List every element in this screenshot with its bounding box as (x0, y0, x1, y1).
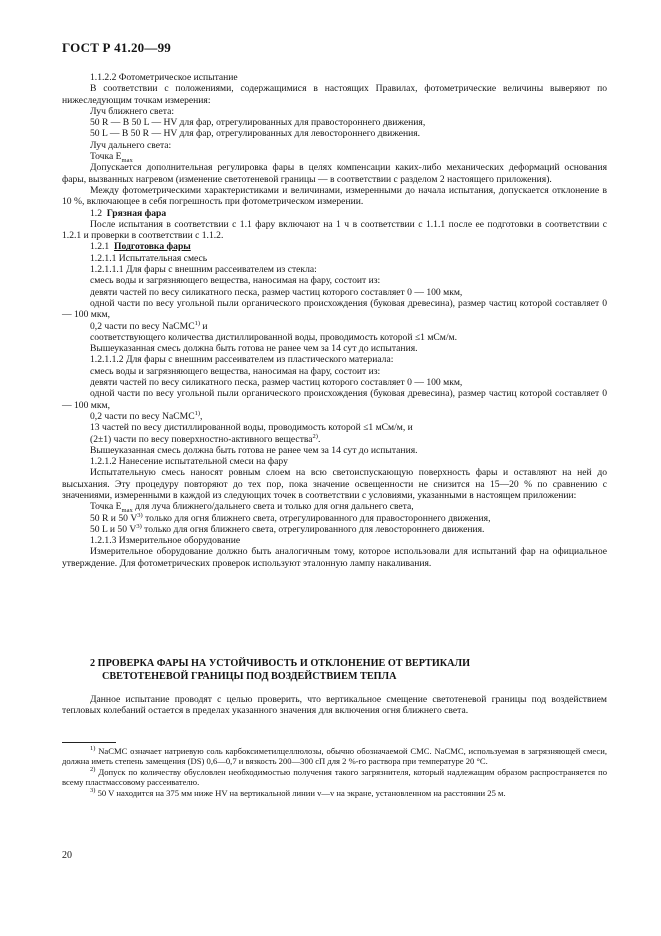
footnote-ref: 3) (137, 511, 143, 519)
footnote-ref: 2) (312, 432, 318, 440)
paragraph: В соответствии с положениями, содержащимися в настоящих Правилах, фотометрические величины выверяют по нижеследующим точкам измерения: (62, 83, 607, 106)
footnote-ref: 1) (194, 319, 201, 327)
paragraph: 50 R — B 50 L — HV для фар, отрегулированных для правостороннего движения, (90, 117, 426, 129)
text: для луча ближнего/дальнего света и только для огня дальнего света, (132, 501, 414, 513)
footnote-ref: 1) (194, 409, 201, 417)
section-number: 1.2 (90, 207, 102, 219)
paragraph: Вышеуказанная смесь должна быть готова не ранее чем за 14 сут до испытания. (90, 444, 418, 456)
text: Точка E (90, 501, 122, 513)
section-1-2-1-heading (62, 241, 607, 252)
paragraph (62, 513, 607, 524)
paragraph: одной части по весу угольной пыли органического происхождения (буковая древесина), размер частиц которой составляет 0 — 100 мкм, (62, 297, 607, 321)
paragraph: 1.2.1.2 Нанесение испытательной смеси на фару (90, 456, 288, 468)
paragraph: соответствующего количества дистиллированной воды, проводимость которой ≤1 мСм/м. (90, 331, 458, 343)
paragraph: девяти частей по весу силикатного песка, размер частиц которого составляет 0 — 100 мкм, (90, 286, 463, 298)
section-1-2-heading (62, 208, 607, 219)
paragraph: смесь воды и загрязняющего вещества, наносимая на фару, состоит из: (90, 275, 381, 287)
paragraph: одной части по весу угольной пыли органического происхождения (буковая древесина), размер частиц которой составляет 0 — 100 мкм, (62, 388, 607, 411)
footnotes (62, 746, 607, 798)
text: только для огня ближнего света, отрегулированного для левостороннего движения. (141, 523, 485, 535)
footnote-ref: 3) (136, 522, 142, 530)
paragraph: Луч дальнего света: (90, 139, 172, 151)
footnote-text: Допуск по количеству обусловлен необходимостью получения такого загрязнителя, который надлежащим образом распространяется по всему пластмассовому рассеивателю. (62, 766, 607, 788)
text: 0,2 части по весу NaCMC (90, 320, 195, 332)
footnote-mark: 1) (90, 745, 96, 753)
text: и (200, 320, 208, 332)
page-number: 20 (62, 850, 72, 861)
paragraph: Измерительное оборудование должно быть аналогичным тому, которое использовали для испытаний фар на официальное утверждение. Для фотометрических проверок используют эталонную лампу накаливания. (62, 546, 607, 569)
paragraph: смесь воды и загрязняющего вещества, наносимая на фару, состоит из: (90, 365, 381, 377)
footnote-text: 50 V находится на 375 мм ниже HV на вертикальной линии v—v на экране, установленном на расстоянии 25 м. (95, 787, 506, 798)
section-2-title-line-1: 2 ПРОВЕРКА ФАРЫ НА УСТОЙЧИВОСТЬ И ОТКЛОНЕНИЕ ОТ ВЕРТИКАЛИ (90, 658, 471, 669)
paragraph: Луч ближнего света: (90, 105, 174, 117)
text: 50 L и 50 V (90, 523, 137, 535)
text: 50 R и 50 V (90, 512, 138, 524)
section-title: Подготовка фары (113, 241, 191, 253)
section-2-text (62, 694, 607, 717)
section-2-heading (90, 657, 470, 683)
paragraph: Испытательную смесь наносят ровным слоем на всю светоиспускающую поверхность фары и оставляют на ней до высыхания. Эту процедуру повторяют до тех пор, пока значение освещенности не снизится на 15—20 % по сравнению с значениями, измеренными в каждой из следующих точек в соответствии с условиями, указанными в настоящем приложении: (62, 467, 607, 501)
footnote-3 (62, 788, 607, 798)
footnote-mark: 2) (90, 765, 96, 773)
paragraph: 50 L — B 50 R — HV для фар, отрегулированных для левостороннего движения. (90, 128, 421, 140)
paragraph-1-1-2-2-heading: 1.1.2.2 Фотометрическое испытание (90, 72, 238, 83)
footnote-2 (62, 767, 607, 788)
paragraph: Данное испытание проводят с целью проверить, что вертикальное смещение светотеневой границы под воздействием тепловых колебаний остается в пределах указанного значения для включения огня ближнего света. (62, 694, 607, 717)
paragraph: Вышеуказанная смесь должна быть готова не ранее чем за 14 сут до испытания. (90, 343, 418, 355)
paragraph (62, 524, 607, 535)
text: . (317, 433, 321, 445)
paragraph: Между фотометрическими характеристиками и величинами, измеренными до начала испытания, допускается отклонение в 10 %, включающее в себя погрешность при фотометрическом измерении. (62, 184, 607, 208)
footnote-1 (62, 746, 607, 767)
text: (2±1) части по весу поверхностно-активного вещества (90, 433, 313, 445)
section-title: Грязная фара (106, 207, 167, 219)
main-text (62, 72, 607, 569)
paragraph (62, 321, 607, 332)
paragraph: 13 частей по весу дистиллированной воды, проводимость которой ≤1 мСм/м, и (90, 422, 413, 434)
paragraph: После испытания в соответствии с 1.1 фару включают на 1 ч в соответствии с 1.1.1 после ее подготовки в соответствии с 1.2.1 и проверки в соответствии с 1.1.2. (62, 218, 607, 242)
subscript: max (121, 507, 133, 515)
paragraph (62, 434, 607, 445)
footnote-text: NaCMC означает натриевую соль карбоксиметилцеллюлозы, обычно обозначаемой CMC. NaCMC, используемая в загрязняющей смеси, должна иметь степень замещения (DS) 0,6—0,7 и вязкость 200—300 сП для 2 %-го раствора при температуре 20 °C. (62, 746, 607, 767)
document-header: ГОСТ Р 41.20—99 (62, 40, 171, 55)
text: Точка E (90, 151, 122, 163)
text: , (200, 410, 203, 422)
footnote-mark: 3) (90, 786, 96, 794)
section-number: 1.2.1 (90, 241, 110, 253)
text: 0,2 части по весу NaCMC (90, 410, 195, 422)
paragraph: девяти частей по весу силикатного песка, размер частиц которого составляет 0 — 100 мкм, (90, 377, 463, 389)
footnote-divider (62, 742, 116, 743)
text: только для огня ближнего света, отрегулированного для правостороннего движения, (142, 512, 491, 524)
subscript: max (121, 156, 133, 164)
paragraph: Допускается дополнительная регулировка фары в целях компенсации каких-либо механических деформаций основания фары, вызванных нагревом (изменение светотеневой границы — в соответствии с разделом 2 настоящего приложения). (62, 162, 607, 185)
paragraph: 1.2.1.1.1 Для фары с внешним рассеивателем из стекла: (90, 264, 317, 276)
paragraph: 1.2.1.1.2 Для фары с внешним рассеивателем из пластического материала: (90, 354, 394, 366)
paragraph (62, 501, 607, 515)
paragraph: 1.2.1.1 Испытательная смесь (90, 252, 208, 264)
paragraph: 1.2.1.3 Измерительное оборудование (90, 535, 241, 547)
section-2-title-line-2: СВЕТОТЕНЕВОЙ ГРАНИЦЫ ПОД ВОЗДЕЙСТВИЕМ ТЕПЛА (102, 671, 397, 682)
paragraph (62, 411, 607, 422)
paragraph (62, 151, 607, 162)
